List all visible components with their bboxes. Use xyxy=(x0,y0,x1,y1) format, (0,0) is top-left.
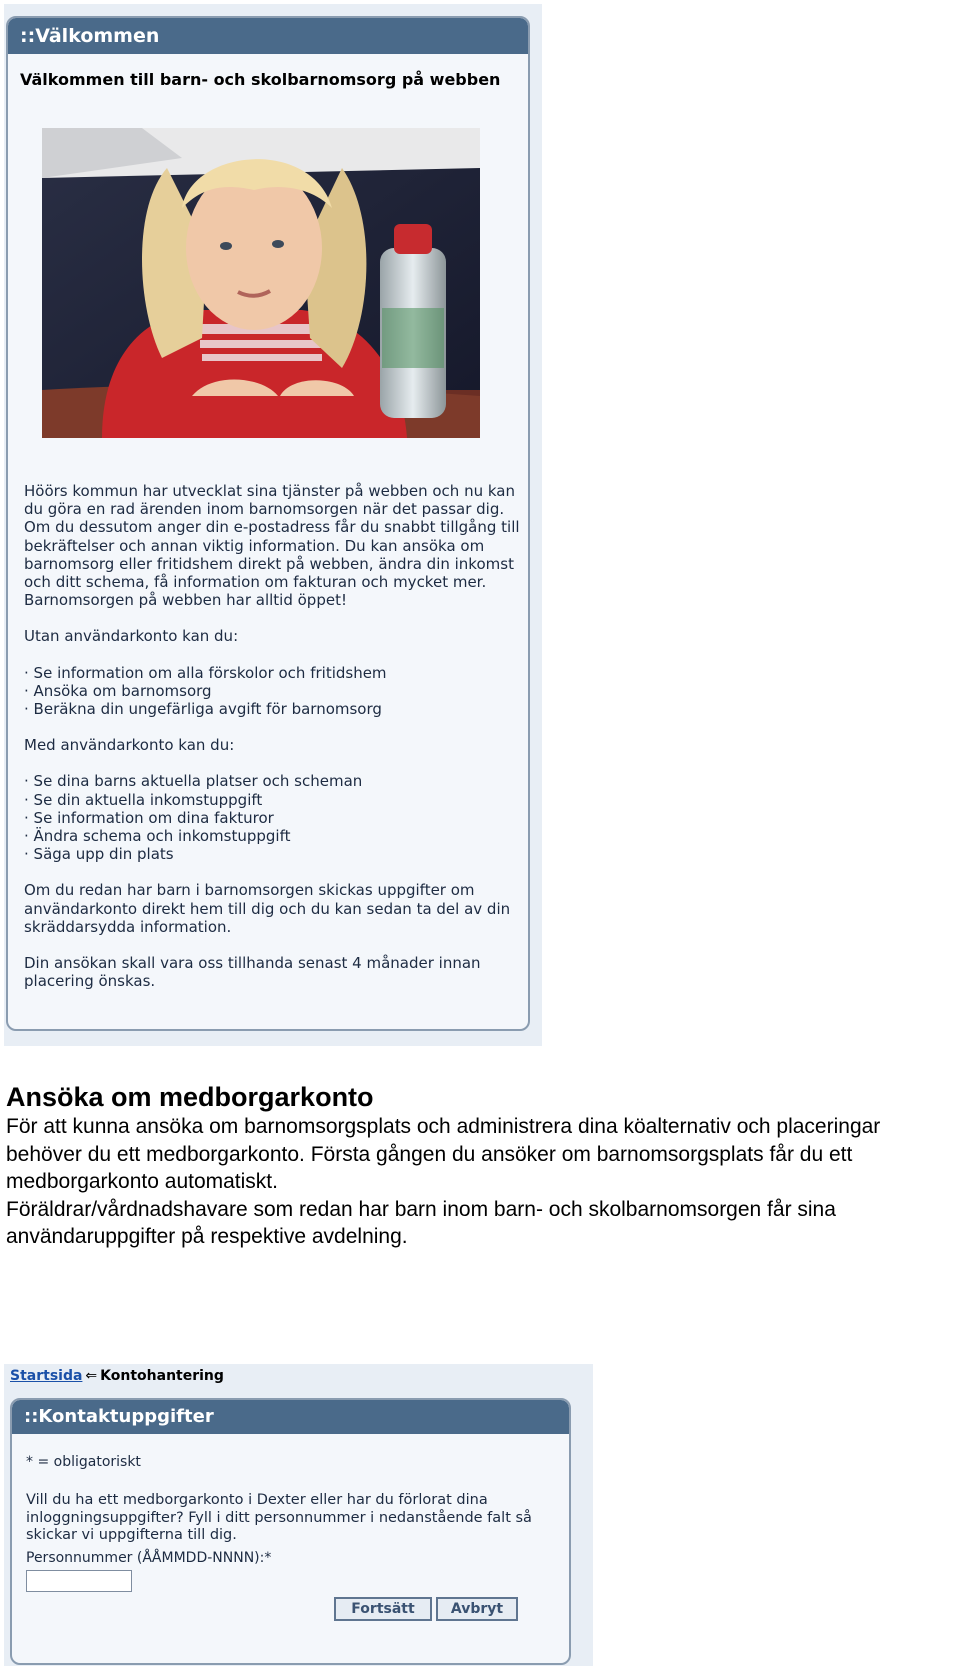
contact-panel-header: ::Kontaktuppgifter xyxy=(12,1400,569,1434)
list-item: · Se din aktuella inkomstuppgift xyxy=(24,791,520,809)
cancel-button[interactable]: Avbryt xyxy=(436,1597,518,1621)
without-account-list xyxy=(24,664,520,719)
personnummer-label: Personnummer (ÅÅMMDD-NNNN):* xyxy=(26,1550,272,1566)
section-paragraph: För att kunna ansöka om barnomsorgsplats och administrera dina köalternativ och placeringar behöver du ett medborgarkonto. Första gången du ansöker om barnomsorgsplats får du ett medborgarkonto automatiskt. xyxy=(6,1115,881,1193)
section-heading: Ansöka om medborgarkonto xyxy=(6,1082,374,1112)
deadline-note: Din ansökan skall vara oss tillhanda senast 4 månader innan placering önskas. xyxy=(24,954,481,991)
with-account-list xyxy=(24,772,520,863)
list-item: · Beräkna din ungefärliga avgift för barnomsorg xyxy=(24,700,520,718)
without-account-heading: Utan användarkonto kan du: xyxy=(24,627,239,646)
medborgarkonto-section xyxy=(6,1081,958,1251)
welcome-panel-header: ::Välkommen xyxy=(8,18,528,54)
welcome-text xyxy=(24,482,520,1008)
welcome-panel-container xyxy=(4,4,542,1046)
contact-description: Vill du ha ett medborgarkonto i Dexter eller har du förlorat dina inloggningsuppgifter? Fyll i ditt personnummer i nedanstående falt så skickar vi uppgifterna till dig. xyxy=(26,1492,532,1543)
required-note: * = obligatoriskt xyxy=(26,1454,141,1470)
continue-button[interactable]: Fortsätt xyxy=(334,1597,432,1621)
child-photo xyxy=(42,128,480,438)
contact-panel xyxy=(10,1398,571,1665)
breadcrumb-current: Kontohantering xyxy=(100,1368,224,1384)
child-photo-illustration xyxy=(42,128,480,438)
personnummer-input[interactable] xyxy=(26,1570,132,1592)
welcome-title: Välkommen till barn- och skolbarnomsorg på webben xyxy=(20,70,501,89)
list-item: · Se information om dina fakturor xyxy=(24,809,520,827)
list-item: · Säga upp din plats xyxy=(24,845,520,863)
existing-children-note: Om du redan har barn i barnomsorgen skickas uppgifter om användarkonto direkt hem till dig och du kan sedan ta del av din skräddarsydda information. xyxy=(24,881,511,936)
list-item: · Ändra schema och inkomstuppgift xyxy=(24,827,520,845)
with-account-heading: Med användarkonto kan du: xyxy=(24,736,235,755)
section-paragraph: Föräldrar/vårdnadshavare som redan har barn inom barn- och skolbarnomsorgen får sina användaruppgifter på respektive avdelning. xyxy=(6,1197,836,1248)
breadcrumb-home-link[interactable]: Startsida xyxy=(10,1368,83,1384)
list-item: · Ansöka om barnomsorg xyxy=(24,682,520,700)
list-item: · Se information om alla förskolor och fritidshem xyxy=(24,664,520,682)
list-item: · Se dina barns aktuella platser och scheman xyxy=(24,772,520,790)
contact-panel-container xyxy=(4,1364,593,1666)
welcome-intro: Höörs kommun har utvecklat sina tjänster på webben och nu kan du göra en rad ärenden inom barnomsorgen när det passar dig. Om du dessutom anger din e-postadress får du snabbt tillgång till bekräftelser och annan viktig information. Du kan ansöka om barnomsorg eller fritidshem direkt på webben, ändra din inkomst och ditt schema, få information om fakturan och mycket mer. Barnomsorgen på webben har alltid öppet! xyxy=(24,482,520,610)
welcome-panel xyxy=(6,16,530,1031)
arrow-left-icon: ⇐ xyxy=(85,1368,98,1384)
breadcrumb xyxy=(10,1368,224,1384)
